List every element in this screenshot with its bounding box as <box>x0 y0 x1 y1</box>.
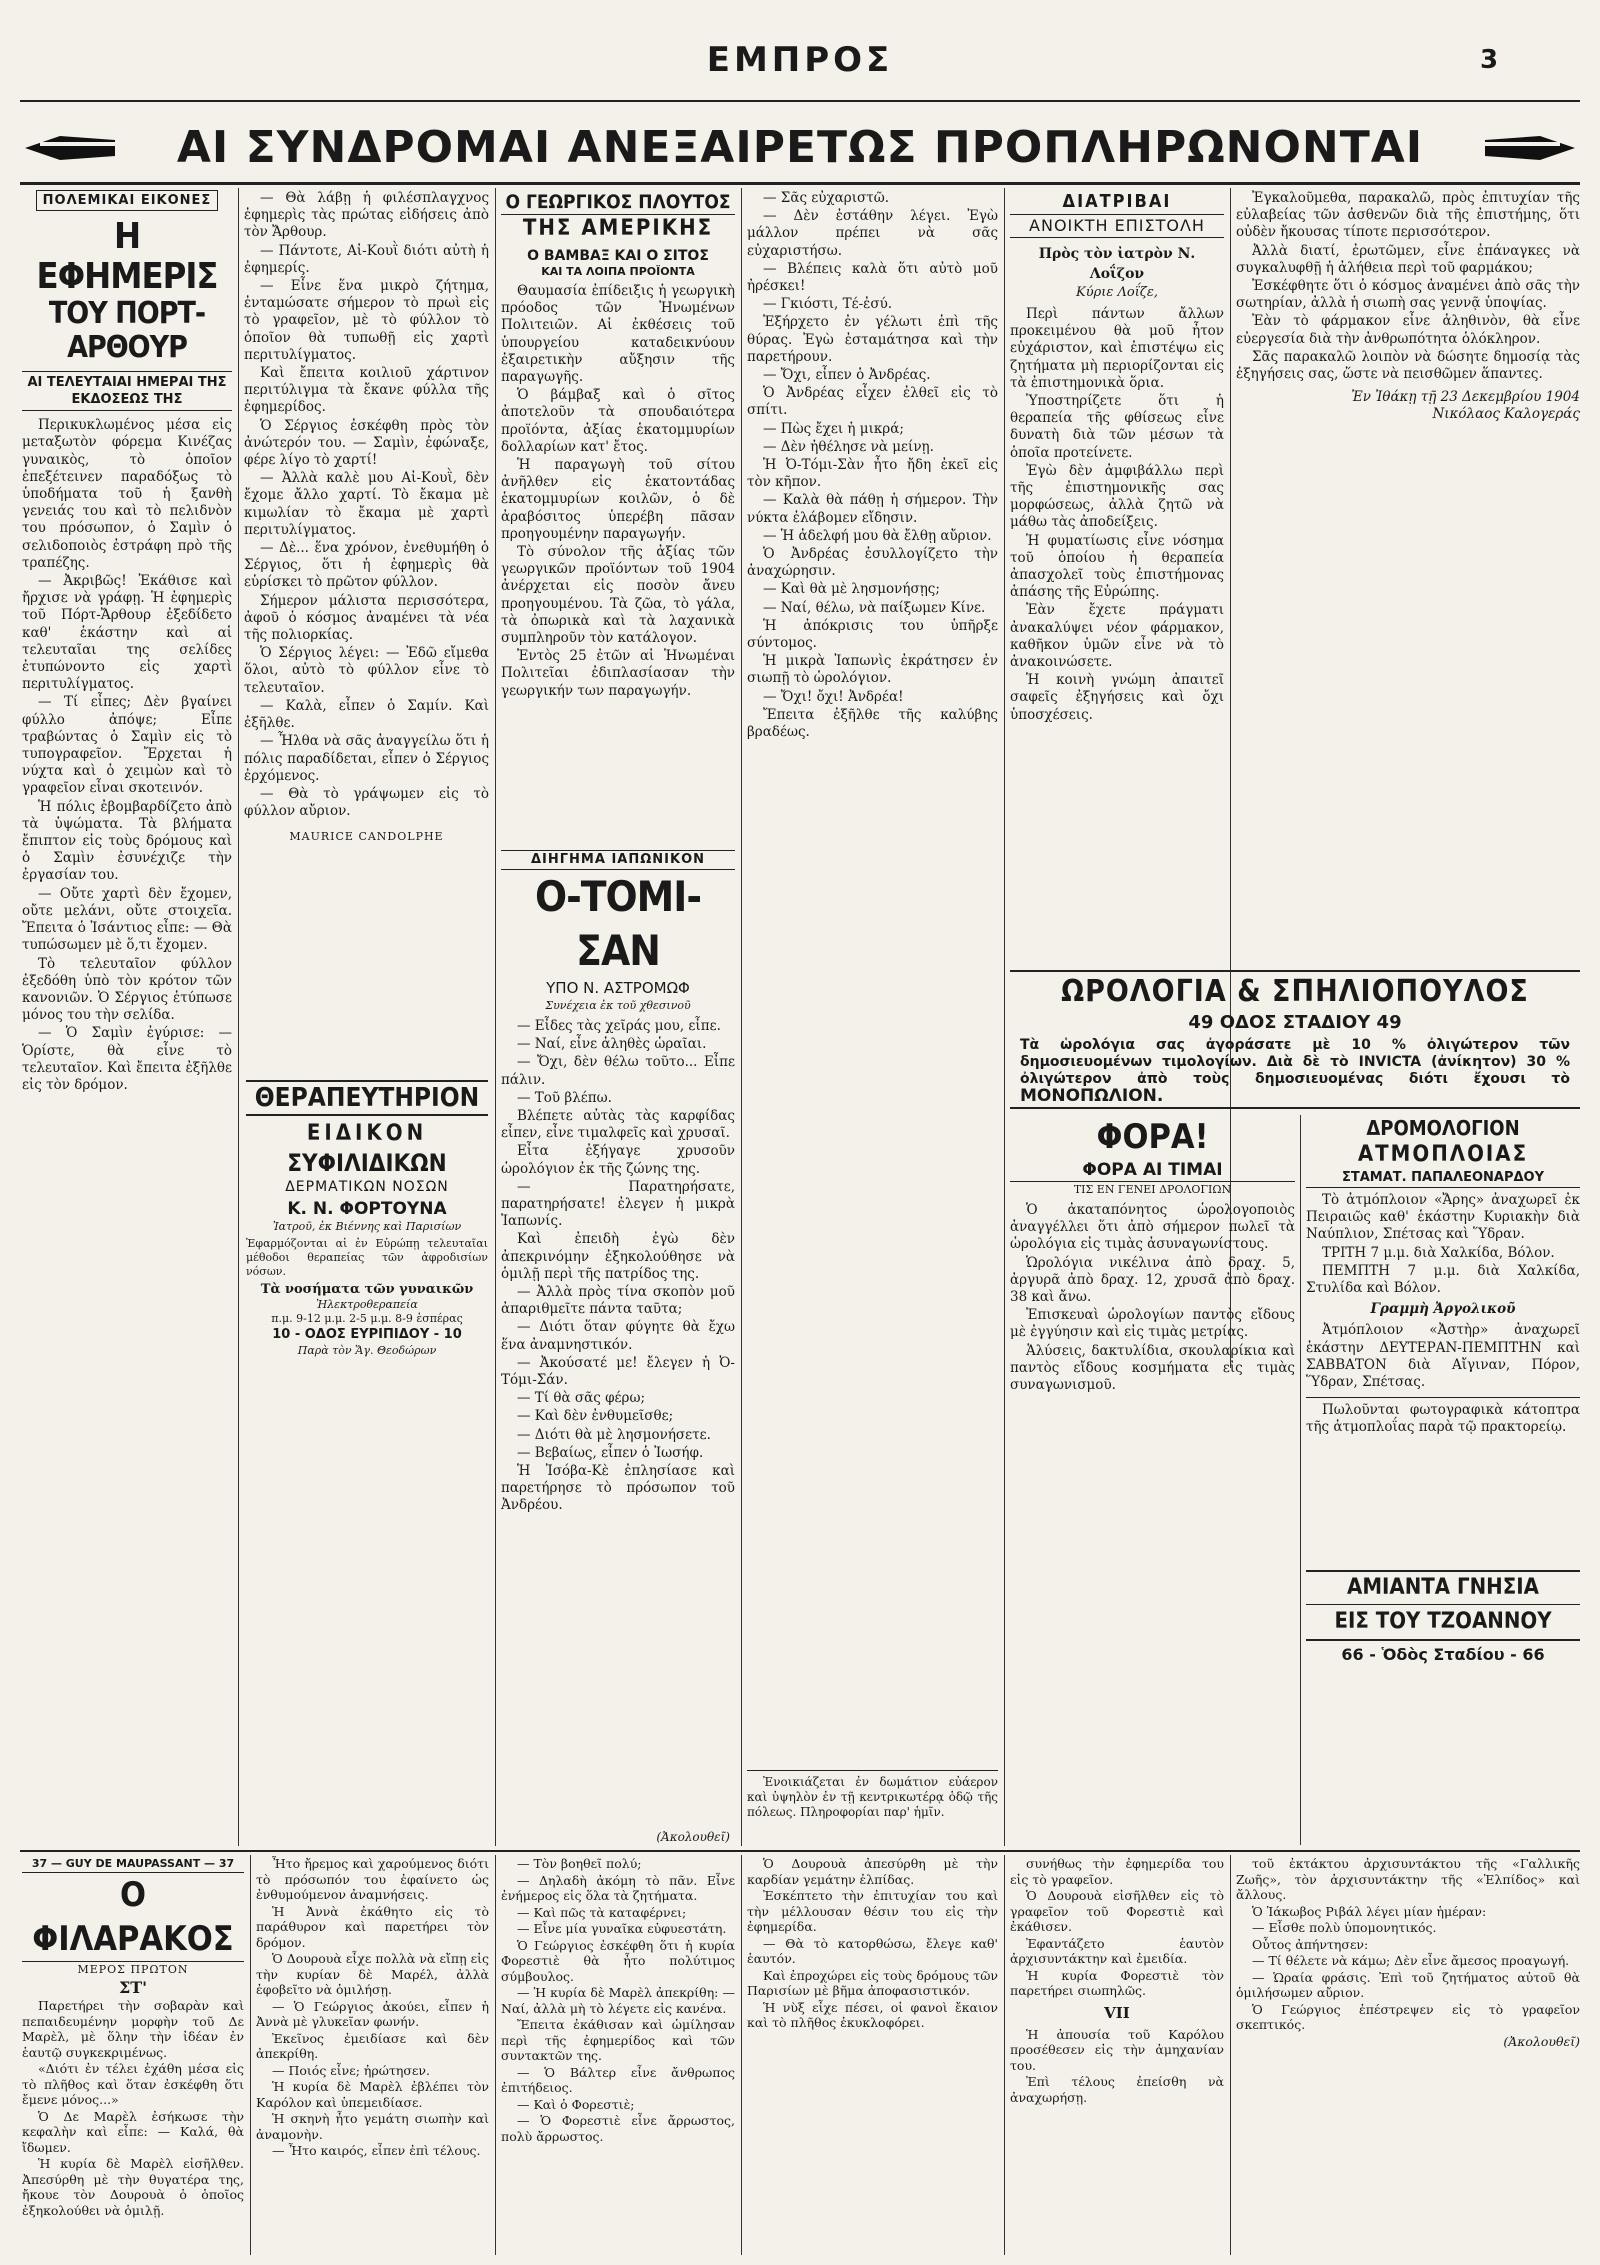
paragraph: Περὶ πάντων ἄλλων προκειμένου θὰ μοῦ ἦτον εὐχάριστον, καὶ ἐπιστέψω εἰς ζητήματα μὴ περιορίζονται εἰς τὰ ἐπιστημονικὰ ὅρια. <box>1010 306 1224 391</box>
ad-address: 49 ΟΔΟΣ ΣΤΑΔΙΟΥ 49 <box>1188 1012 1402 1033</box>
paragraph: Ἡ κυρία Φορεστιὲ τὸν παρετήρει σιωπηλῶς. <box>1010 1967 1224 1998</box>
paragraph: — Σᾶς εὐχαριστῶ. <box>763 190 890 206</box>
column-5 <box>747 190 998 1720</box>
section-label: ΔΙΑΤΡΙΒΑΙ <box>1062 191 1172 212</box>
paragraph: Ἡ σκηνὴ ἦτο γεμάτη σιωπὴν καὶ ἀναμονὴν. <box>256 2111 489 2142</box>
paragraph: Καὶ ἐπειδὴ ἐγὼ δὲν ἀπεκρινόμην ἐξηκολούθησε νὰ ὁμιλῇ περὶ τῆς πατρίδος της. <box>501 1231 735 1282</box>
column-divider <box>250 1855 251 2255</box>
watch-shop-advertisement <box>1010 970 1580 1109</box>
ad-hours: π.μ. 9-12 μ.μ. 2-5 μ.μ. 8-9 ἑσπέρας <box>271 1312 463 1325</box>
feuilleton-column-1 <box>22 1856 244 2256</box>
paragraph: Ἐσκέπτετο τὴν ἐπιτυχίαν του καὶ τὴν μέλλουσαν θέσιν του εἰς τὴν ἐφημερίδα. <box>747 1888 998 1934</box>
paragraph: Ἐὰν τὸ φάρμακον εἶνε ἀληθινὸν, θὰ εἶνε εὐεργεσία διὰ τὴν ἀνθρωπότητα ὁλόκληρον. <box>1236 313 1580 347</box>
paragraph: — Τί θέλετε νὰ κάμω; Δὲν εἶνε ἄμεσος προαγωγή. <box>1252 1953 1570 1968</box>
paragraph: — Τί εἶπες; Δὲν βγαίνει φύλλο ἀπόψε; Εἶπε τραβώντας ὁ Σαμὶν εἰς τὸ τυπογραφεῖον. Ἔρχεται ἡ νύχτα καὶ ὁ χειμὼν καὶ τὸ γραφεῖον εἶναι σκοτεινόν. <box>22 694 232 797</box>
paragraph: — Ὄχι, εἶπεν ὁ Ἀνδρέας. <box>763 367 931 384</box>
paragraph: Ἡ πόλις ἐβομβαρδίζετο ἀπὸ τὰ ὑψώματα. Τὰ βλήματα ἔπιπτον εἰς τοὺς δρόμους καὶ ὁ Σαμὶν ἐσυνέχιζε τὴν ἐργασίαν του. <box>22 798 232 884</box>
article-title: ΑΝΟΙΚΤΗ ΕΠΙΣΤΟΛΗ <box>1010 214 1224 238</box>
paragraph: Ὑποστηρίζετε ὅτι ἡ θεραπεία τῆς φθίσεως εἶνε δυνατὴ διὰ τῶν μέσων τὰ ὁποῖα προτείνετε. <box>1010 393 1224 461</box>
paragraph: — Καλὰ, εἶπεν ὁ Σαμίν. Καὶ ἐξῆλθε. <box>244 697 489 732</box>
paragraph: — Ἀλλὰ καλὲ μου Αἰ-Κουῒ, δὲν ἔχομε ἄλλο χαρτί. Τὸ ἔκαμα μὲ κιμωλίαν τὸ ἔκαμα μὲ χαρτὶ περιτυλίγματος. <box>244 470 489 538</box>
column-7 <box>1236 190 1580 960</box>
paragraph: Ἡ Ὀ-Τόμι-Σὰν ἦτο ἤδη ἐκεῖ εἰς τὸν κῆπον. <box>747 457 998 491</box>
story-title: Ο-ΤΟΜΙ-ΣΑΝ <box>534 872 702 975</box>
ad-title-2: ΑΤΜΟΠΛΟΙΑΣ <box>1357 1142 1529 1167</box>
paragraph: Ὁ Δε Μαρὲλ ἐσήκωσε τὴν κεφαλὴν καὶ εἶπε: — Καλά, θὰ ἴδωμεν. <box>22 2108 244 2155</box>
paragraph: Ἡ ἀπουσία τοῦ Καρόλου προσέθεσεν εἰς τὴν ἀμηχανίαν του. <box>1010 2026 1224 2073</box>
paragraph: Ἐγκαλοῦμεθα, παρακαλῶ, πρὸς ἐπιτυχίαν τῆς εὐλαβείας τῶν ἀσθενῶν διὰ τῆς ἐπιστήμης, ὅτι οὐδὲν ἤκουσας τίποτε περισσότερον. <box>1236 190 1580 241</box>
feuilleton-column-5 <box>1010 1856 1224 2256</box>
paragraph: — Ὁ Φορεστιὲ εἶνε ἄρρωστος, πολὺ ἄρρωστος. <box>501 2113 735 2144</box>
clock-shop-advertisement <box>1010 1115 1295 1840</box>
column-divider <box>1300 1115 1301 1845</box>
ad-subtitle: ΦΟΡΑ ΑΙ ΤΙΜΑΙ <box>1010 1159 1295 1182</box>
paragraph: — Οὔτε χαρτὶ δὲν ἔχομεν, οὔτε μελάνι, οὔτε στοιχεῖα. Ἔπειτα ὁ Ἰσάντιος εἶπε: — Θὰ τυπώσωμεν μὲ ὅ,τι ἔχομεν. <box>22 885 232 954</box>
column-2 <box>244 190 489 1070</box>
paragraph: — Παρατηρήσατε, παρατηρήσατε! ἐλεγεν ἡ μικρὰ Ἰαπωνίς. <box>501 1178 735 1230</box>
column-divider <box>741 188 742 1846</box>
article-subtitle: ΑΙ ΤΕΛΕΥΤΑΙΑΙ ΗΜΕΡΑΙ ΤΗΣ ΕΚΔΟΣΕΩΣ ΤΗΣ <box>22 371 232 411</box>
paragraph: — Ὄχι! ὄχι! Ἀνδρέα! <box>763 688 904 705</box>
article-subtitle-2: ΚΑΙ ΤΑ ΛΟΙΠΑ ΠΡΟΪΟΝΤΑ <box>541 265 695 278</box>
feuilleton-column-3 <box>501 1856 735 2256</box>
paragraph: — Ἡ ἀδελφή μου θὰ ἔλθῃ αὔριον. <box>763 527 992 544</box>
letter-recipient: Πρὸς τὸν ἰατρὸν Ν. Λοΐζον <box>1038 246 1196 282</box>
paragraph: — Θὰ λάβῃ ἡ φιλέσπλαγχνος ἐφημερὶς τὰς πρώτας εἰδήσεις ἀπὸ τὸν Ἄρθουρ. <box>244 190 489 241</box>
section-label: ΠΟΛΕΜΙΚΑΙ ΕΙΚΟΝΕΣ <box>36 190 219 211</box>
paragraph: Ἀτμόπλοιον «Ἀστὴρ» ἀναχωρεῖ ἑκάστην ΔΕΥΤΕΡΑΝ-ΠΕΜΠΤΗΝ καὶ ΣΑΒΒΑΤΟΝ διὰ Αἴγιναν, Πόρον, Ὕδραν, Σπέτσας. <box>1306 1322 1580 1391</box>
paragraph: — Διότι ὅταν φύγητε θὰ ἔχω ἕνα ἀναμνηστικόν. <box>501 1319 735 1353</box>
ad-hours-label: Ἠλεκτροθεραπεία <box>316 1298 418 1311</box>
section-label: ΔΙΗΓΗΜΑ ΙΑΠΩΝΙΚΟΝ <box>501 850 735 870</box>
paragraph: — Δὲ... ἕνα χρόνον, ἐνεθυμήθη ὁ Σέργιος, ὅτι ἡ ἐφημερὶς θὰ εὑρίσκει τὸ πρῶτον φύλλον. <box>244 540 489 591</box>
paragraph: Ὁ Ἀνδρέας ἐσυλλογίζετο τὴν ἀναχώρησιν. <box>747 546 998 580</box>
letter-salutation: Κύριε Λοΐζε, <box>1076 285 1158 300</box>
paragraph: — Βεβαίως, εἶπεν ὁ Ἰωσήφ. <box>517 1444 704 1461</box>
paragraph: Θαυμασία ἐπίδειξις ἡ γεωργικὴ πρόοδος τῶν Ἡνωμένων Πολιτειῶν. Αἱ ἐκθέσεις τοῦ ὑπουργείου καταδεικνύουν ἐξαιρετικὴν αὔξησιν τῆς παραγωγῆς. <box>501 283 735 386</box>
paragraph: Ὁ Δουρουὰ ἀπεσύρθη μὲ τὴν καρδίαν γεμάτην ἐλπίδας. <box>747 1856 998 1887</box>
paragraph: — Καὶ ὁ Φορεστιὲ; <box>517 2096 635 2112</box>
pointing-hand-left-icon <box>20 128 120 168</box>
author-signature: MAURICE CANDOLPHE <box>289 830 444 844</box>
paragraph: — Εἶσθε πολὺ ὑπομονητικός. <box>1252 1920 1437 1935</box>
column-divider <box>238 188 239 1846</box>
clinic-advertisement <box>246 1080 488 1357</box>
paragraph: Ὁ Δουρουὰ εἶχε πολλὰ νὰ εἴπῃ εἰς τὴν κυρίαν δὲ Μαρέλ, ἀλλὰ ἐφοβεῖτο νὰ ὁμιλήσῃ. <box>256 1951 489 1997</box>
article-subtitle: Ο ΒΑΜΒΑΞ ΚΑΙ Ο ΣΙΤΟΣ <box>527 248 709 264</box>
paragraph: — Τί θὰ σᾶς φέρω; <box>517 1390 646 1407</box>
letter-dateline: Ἐν Ἰθάκῃ τῇ 23 Δεκεμβρίου 1904 <box>1351 389 1580 406</box>
paragraph: Ὁ Σέργιος λέγει: — Ἐδῶ εἴμεθα ὅλοι, αὐτὸ τὸ φύλλον εἶνε τὸ τελευταῖον. <box>244 645 489 696</box>
ad-address: 10 - ΟΔΟΣ ΕΥΡΙΠΙΔΟΥ - 10 <box>272 1327 462 1342</box>
feuilleton-title: Ο ΦΙΛΑΡΑΚΟΣ <box>22 1872 244 1962</box>
ad-text: Τὰ ὡρολόγια σας ἀγοράσατε μὲ 10 % ὀλιγώτερον τῶν δημοσιευομένων τιμολογίων. Διὰ δὲ τὸ INVICTA (ἀνίκητον) 30 % ὀλιγώτερον ἀπὸ τοὺς δημοσιευομένας διότι ἔχουσι τὸ <box>1020 1037 1570 1087</box>
paragraph: Ὁ Ἰάκωβος Ριβάλ λέγει μίαν ἡμέραν: <box>1252 1903 1487 1919</box>
shipping-schedule-advertisement <box>1306 1115 1580 1560</box>
ad-line: ΣΥΦΙΛΙΔΙΚΩΝ <box>287 1149 447 1177</box>
paragraph: Καὶ ἐπροχώρει εἰς τοὺς δρόμους τῶν Παρισίων μὲ βῆμα ἀποφασιστικόν. <box>747 1967 998 1998</box>
rent-notice <box>747 1770 998 1835</box>
article-title-2: ΤΟΥ ΠΟΡΤ-ΑΡΘΟΥΡ <box>48 296 206 366</box>
paragraph: Ἁλύσεις, δακτυλίδια, σκουλαρίκια καὶ παντὸς εἴδους κοσμήματα εἰς τιμὰς συναγωνισμοῦ. <box>1010 1342 1295 1394</box>
paragraph: — Ναί, θέλω, νὰ παίξωμεν Κίνε. <box>763 599 986 616</box>
paragraph: Ἐὰν ἔχετε πράγματι ἀνακαλύψει νέον φάρμακον, καθῆκον ὑμῶν εἶνε νὰ τὸ ἀνακοινώσετε. <box>1010 602 1224 671</box>
paragraph: Ἡ νὺξ εἶχε πέσει, οἱ φανοὶ ἔκαιον καὶ τὸ πλῆθος ἐκυκλοφόρει. <box>747 1999 998 2030</box>
ad-subtitle: ΕΙΣ ΤΟΥ ΤΖΟΑΝΝΟΥ <box>1306 1605 1580 1641</box>
ad-title: ΑΜΙΑΝΤΑ ΓΝΗΣΙΑ <box>1306 1570 1580 1605</box>
paragraph: — Εἶδες τὰς χεῖράς μου, εἶπε. <box>517 1018 721 1034</box>
ad-women: Τὰ νοσήματα τῶν γυναικῶν <box>260 1282 474 1297</box>
paragraph: Ἐπισκευαὶ ὡρολογίων παντὸς εἴδους μὲ ἐγγύησιν καὶ εἰς τιμὰς μετρίας. <box>1010 1307 1295 1341</box>
column-1 <box>22 190 232 1840</box>
paragraph: Ἐπὶ τέλους ἐπείσθη νὰ ἀναχωρήσῃ. <box>1010 2074 1224 2105</box>
paragraph: Ὁ Δουρουὰ εἰσῆλθεν εἰς τὸ γραφεῖον τοῦ Φορεστιὲ καὶ ἐκάθισεν. <box>1010 1888 1224 1934</box>
story-article <box>501 850 735 1840</box>
ad-line: ΕΙΔΙΚΟΝ <box>306 1121 428 1146</box>
ad-doctor-name: Κ. Ν. ΦΟΡΤΟΥΝΑ <box>287 1199 447 1219</box>
paragraph: — Πάντοτε, Αἰ-Κουῒ διότι αὐτὴ ἡ ἐφημερίς. <box>244 242 489 276</box>
paragraph: Ἡ Ἰσόβα-Κὲ ἐπλησίασε καὶ παρετήρησε τὸ πρόσωπον τοῦ Ἀνδρέου. <box>501 1463 735 1514</box>
paragraph: — Ὁ Σαμὶν ἐγύρισε: — Ὁρίστε, θὰ εἶνε τὸ τελευταῖον. Καὶ ἔπειτα ἐξῆλθε εἰς τὸν δρόμον. <box>22 1025 232 1093</box>
continued-note: (Ἀκολουθεῖ) <box>1503 2033 1580 2049</box>
paragraph: Ἐγὼ δὲν ἀμφιβάλλω περὶ τῆς ἐπιστημονικῆς σας μορφώσεως, ἀλλὰ ζητῶ νὰ μάθω τὰς ἀποδείξεις. <box>1010 462 1224 531</box>
paragraph: Ἡ κοινὴ γνώμη ἀπαιτεῖ σαφεῖς ἐξηγήσεις καὶ ὄχι ὑποσχέσεις. <box>1010 672 1224 723</box>
paragraph: «Διότι ἐν τέλει ἐχάθη μέσα εἰς τὸ πλῆθος καὶ ὅταν ἐσκέφθη ὅτι ἔμενε μόνος...» <box>22 2061 244 2107</box>
paragraph: — Εἶνε ἕνα μικρὸ ζήτημα, ἐνταμώσατε σήμερον τὸ πρωὶ εἰς τὸ γραφεῖον, μὲ τὸ φύλλον τὸ ὁποῖον θὰ τυπωθῇ εἰς χαρτὶ περιτυλίγματος. <box>244 278 489 363</box>
ad-title: ΩΡΟΛΟΓΙΑ & ΣΠΗΛΙΟΠΟΥΛΟΣ <box>1061 974 1529 1009</box>
paragraph: Καὶ ἔπειτα κοιλιοῦ χάρτινον περιτύλιγμα τὰ ἔκανε φύλλα τῆς ἐφημερίδος. <box>244 365 489 416</box>
paragraph: Οὗτος ἀπήντησεν: <box>1252 1936 1369 1952</box>
paragraph: Ἦτο ἤρεμος καὶ χαρούμενος διότι τὸ πρόσωπόν του ἐφαίνετο ὡς ἐνθυμούμενον ἀναμνήσεις. <box>256 1856 489 1902</box>
paragraph: Ἡ ἀπόκρισις του ὑπῆρξε σύντομος. <box>747 617 998 652</box>
story-continued-note: (Ἀκολουθεῖ) <box>656 1830 730 1844</box>
paragraph: τοῦ ἐκτάκτου ἀρχισυντάκτου τῆς «Γαλλικῆς Ζωῆς», τὸν ἀρχισυντάκτην τῆς «Ἐλπίδος» καὶ ἄλλους. <box>1236 1856 1580 1902</box>
paragraph: — Δὲν ἐστάθην λέγει. Ἐγὼ μάλλον πρέπει νὰ σᾶς εὐχαριστήσω. <box>747 208 998 259</box>
ad-owner: ΣΤΑΜΑΤ. ΠΑΠΑΛΕΟΝΑΡΔΟΥ <box>1306 1169 1580 1188</box>
paragraph: Ἔπειτα ἐξῆλθε τῆς καλύβης βραδέως. <box>747 706 998 741</box>
page-number: 3 <box>1480 45 1499 75</box>
feuilleton-column-2 <box>256 1856 489 2256</box>
paragraph: Ὁ Ἀνδρέας εἶχεν ἐλθεῖ εἰς τὸ σπίτι. <box>747 385 998 419</box>
paragraph: — Τοῦ βλέπω. <box>517 1089 612 1106</box>
paragraph: Ἐσκέφθητε ὅτι ὁ κόσμος ἀναμένει ἀπὸ σᾶς τὴν σωτηρίαν, ἀλλὰ ἡ σιωπὴ σας γεννᾷ ὑποψίας. <box>1236 278 1580 312</box>
ad-line: ΔΕΡΜΑΤΙΚΩΝ ΝΟΣΩΝ <box>285 1179 449 1195</box>
banner-bottom-rule <box>20 182 1580 185</box>
ad-route-label: Γραμμὴ Ἀργολικοῦ <box>1370 1301 1516 1318</box>
feuilleton-header: 37 — GUY DE MAUPASSANT — 37 <box>31 1857 235 1870</box>
feuilleton-column-4 <box>747 1856 998 2256</box>
paragraph: — Βλέπεις καλὰ ὅτι αὐτὸ μοῦ ἠρέσκει! <box>747 260 998 295</box>
banner-text: ΑΙ ΣΥΝΔΡΟΜΑΙ ΑΝΕΞΑΙΡΕΤΩΣ ΠΡΟΠΛΗΡΩΝΟΝΤΑΙ <box>176 122 1424 173</box>
ad-doctor-sub: Ἰατροῦ, ἐκ Βιέννης καὶ Παρισίων <box>272 1220 462 1233</box>
paragraph: — Γκιόστι, Τέ-ἐσύ. <box>763 296 893 313</box>
paragraph: — Θὰ τὸ κατορθώσω, ἔλεγε καθ' ἑαυτόν. <box>747 1935 998 1966</box>
ad-title: ΦΟΡΑ! <box>1096 1117 1209 1157</box>
article-title: Η ΕΦΗΜΕΡΙΣ <box>36 216 218 298</box>
paragraph: — Εἶνε μία γυναῖκα εὐφυεστάτη. <box>517 1921 727 1936</box>
paragraph: Περικυκλωμένος μέσα εἰς μεταξωτὸν φόρεμα Κινέζας γυναικὸς, τὸ ὁποῖον ἐπεξέτεινεν παραδόξως τὸ ὑποδήματα τοῦ ἡ ξανθὴ γενειάς του καὶ τὸ πελιδνὸν του πρόσωπον, ὁ Σαμὶν ὁ σελιδοποιὸς ἐστράφη πρὸ τῆς τραπέζης. <box>22 417 232 571</box>
paragraph: — Διότι θὰ μὲ λησμονήσετε. <box>517 1426 711 1443</box>
paragraph: — Ὁ Γεώργιος ἀκούει, εἶπεν ἡ Ἀννὰ μὲ γλυκεῖαν φωνήν. <box>256 1998 489 2029</box>
paragraph: Ἡ Ἀννὰ ἐκάθητο εἰς τὸ παράθυρον καὶ παρετήρει τὸν δρόμον. <box>256 1903 489 1950</box>
paragraph: Ἐφαντάζετο ἑαυτὸν ἀρχισυντάκτην καὶ ἐμειδία. <box>1010 1935 1224 1966</box>
story-author: ΥΠΟ Ν. ΑΣΤΡΟΜΩΦ <box>546 979 690 997</box>
ad-address: 66 - Ὁδὸς Σταδίου - 66 <box>1341 1645 1545 1664</box>
paragraph: Ἡ κυρία δὲ Μαρὲλ εἰσῆλθεν. Ἀπεσύρθη μὲ τὴν θυγατέρα της, ἤκουε τὸν Δουρουὰ ὁ ὁποῖος ἐξηκολούθει νὰ ὁμιλῇ. <box>22 2156 244 2218</box>
paragraph: — Ὡραία φράσις. Ἐπὶ τοῦ ζητήματος αὐτοῦ θὰ ὁμιλήσωμεν αὔριον. <box>1236 1969 1580 2000</box>
paragraph: Ἐντὸς 25 ἐτῶν αἱ Ἡνωμέναι Πολιτεῖαι ἐδιπλασίασαν τὴν γεωργικήν των παραγωγήν. <box>501 648 735 699</box>
paragraph: ΠΕΜΠΤΗ 7 μ.μ. διὰ Χαλκίδα, Στυλίδα καὶ Βόλον. <box>1306 1262 1580 1297</box>
paragraph: — Ὁ Βάλτερ εἶνε ἄνθρωπος ἐπιτήδειος. <box>501 2064 735 2095</box>
ad-title: ΘΕΡΑΠΕΥΤΗΡΙΟΝ <box>246 1080 488 1116</box>
paragraph: — Ἀλλὰ πρὸς τίνα σκοπὸν μοῦ ἀπαριθμεῖτε πάντα ταῦτα; <box>501 1284 735 1318</box>
paragraph: Ὁ Γεώργιος ἐπέστρεψεν εἰς τὸ γραφεῖον σκεπτικός. <box>1236 2001 1580 2032</box>
paragraph: — Καλὰ θὰ πάθῃ ἡ σήμερον. Τὴν νύκτα ἐλάβομεν εἴδησιν. <box>747 492 998 526</box>
subscription-banner <box>20 118 1580 180</box>
paragraph: — Ἀκριβῶς! Ἐκάθισε καὶ ἤρχισε νὰ γράφῃ. Ἡ ἐφημερὶς τοῦ Πόρτ-Ἄρθουρ ἐξεδίδετο καθ' ἑκάστην καὶ αἱ τελευταῖαι της σελίδες ἐτυπώνοντο εἰς χαρτὶ περιτυλίγματος. <box>22 573 232 693</box>
paragraph: — Καὶ δὲν ἐνθυμεῖσθε; <box>517 1408 674 1425</box>
paragraph: συνήθως τὴν ἐφημερίδα του εἰς τὸ γραφεῖον. <box>1010 1856 1224 1887</box>
pointing-hand-right-icon <box>1480 128 1580 168</box>
paragraph: Ἐκεῖνος ἐμειδίασε καὶ δὲν ἀπεκρίθη. <box>256 2030 489 2061</box>
ad-body <box>1010 1034 1580 1106</box>
paragraph: — Ὄχι, δὲν θέλω τοῦτο... Εἶπε πάλιν. <box>501 1054 735 1088</box>
ad-title: ΔΡΟΜΟΛΟΓΙΟΝ <box>1366 1116 1520 1140</box>
amianta-advertisement <box>1306 1570 1580 1705</box>
paragraph: — Πὼς ἔχει ἡ μικρά; <box>763 420 904 437</box>
paragraph: Εἶτα ἐξήγαγε χρυσοῦν ὡρολόγιον ἐκ τῆς ζώνης της. <box>501 1143 735 1177</box>
paragraph: — Ναί, εἶνε ἀληθὲς ὡραῖαι. <box>517 1036 707 1053</box>
paragraph: Παρετήρει τὴν σοβαρὰν καὶ πεπαιδευμένην μορφὴν τοῦ Δε Μαρὲλ, μὲ ὅλην τὴν ἰδέαν ἐν ἑαυτῷ συγκεκριμένως. <box>22 1998 244 2060</box>
paragraph: — Ἦτο καιρός, εἶπεν ἐπὶ τέλους. <box>272 2143 481 2158</box>
article-title: Ο ΓΕΩΡΓΙΚΟΣ ΠΛΟΥΤΟΣ <box>501 190 735 215</box>
paragraph: Ἡ μικρὰ Ἰαπωνὶς ἐκράτησεν ἐν σιωπῇ τὸ ὡρολόγιον. <box>747 653 998 687</box>
notice-text: Ἐνοικιάζεται ἐν δωμάτιον εὐάερον καὶ ὑψηλὸν ἐν τῇ κεντρικωτέρᾳ ὁδῷ τῆς πόλεως. Πληροφορίαι παρ' ἡμῖν. <box>747 1775 998 1819</box>
column-divider <box>1230 1855 1231 2255</box>
feuilleton-chapter: ΣΤ' <box>118 1978 148 1997</box>
paragraph: — Ἀκούσατέ με! ἔλεγεν ἡ Ὀ-Τόμι-Σάν. <box>501 1354 735 1389</box>
column-divider <box>495 188 496 1846</box>
feuilleton-column-6 <box>1236 1856 1580 2256</box>
column-6 <box>1010 190 1224 960</box>
paragraph: Ἡ φυματίωσις εἶνε νόσημα τοῦ ὁποίου ἡ θεραπεία ἀπασχολεῖ τοὺς ἐπιστήμονας ἁπάσης τῆς Εὐρώπης. <box>1010 532 1224 601</box>
newspaper-masthead: ΕΜΠΡΟΣ <box>706 40 894 80</box>
paragraph: — Δηλαδὴ ἀκόμη τὸ πᾶν. Εἶνε ἐνήμερος εἰς ὅλα τὰ ζητήματα. <box>501 1872 735 1903</box>
ad-monopoly: ΜΟΝΟΠΩΛΙΟΝ. <box>1020 1086 1164 1106</box>
paragraph: — Δὲν ἠθέλησε νὰ μείνῃ. <box>763 438 934 455</box>
paragraph: — Ποιός εἶνε; ἠρώτησεν. <box>272 2062 430 2078</box>
letter-signature: Νικόλαος Καλογεράς <box>1432 406 1580 423</box>
column-divider <box>1004 1855 1005 2255</box>
ad-description: Ἐφαρμόζονται αἱ ἐν Εὐρώπῃ τελευταῖαι μέθοδοι θεραπείας τῶν ἀφροδισίων νόσων. <box>246 1237 488 1278</box>
paragraph: Ἡ κυρία δὲ Μαρὲλ ἐβλέπει τὸν Καρόλον καὶ ὑπεμειδίασε. <box>256 2079 489 2110</box>
feuilleton-rule <box>20 1850 1580 1852</box>
paragraph: Τὸ τελευταῖον φύλλον ἐξεδόθη ὑπὸ τὸν κρότον τῶν κανονιῶν. Ὁ Σέργιος ἐτύπωσε μόνος του τὴν σελίδα. <box>22 955 232 1024</box>
paragraph: Σήμερον μάλιστα περισσότερα, ἀφοῦ ὁ κόσμος ἀναμένει τὰ νέα τῆς πολιορκίας. <box>244 592 489 644</box>
paragraph: Τὸ ἀτμόπλοιον «Ἄρης» ἀναχωρεῖ ἐκ Πειραιῶς καθ' ἑκάστην Κυριακὴν διὰ Ναύπλιον, Σπέτσας καὶ Ὕδραν. <box>1306 1192 1580 1243</box>
paragraph: Πωλοῦνται φωτογραφικὰ κάτοπτρα τῆς ἀτμοπλοΐας παρὰ τῷ πρακτορείῳ. <box>1306 1397 1580 1436</box>
feuilleton-chapter: VII <box>1104 2003 1130 2022</box>
article-title-2: ΤΗΣ ΑΜΕΡΙΚΗΣ <box>522 216 714 241</box>
paragraph: Σᾶς παρακαλῶ λοιπὸν νὰ δώσητε δημοσίᾳ τὰς ἐξηγήσεις σας, ὥστε νὰ πεισθῶμεν ἅπαντες. <box>1236 348 1580 383</box>
paragraph: Ὁ Σέργιος ἐσκέφθη πρὸς τὸν ἀνώτερόν του. — Σαμὶν, ἐφώναξε, φέρε λίγο τὸ χαρτί! <box>244 417 489 469</box>
story-continued: Συνέχεια ἐκ τοῦ χθεσινοῦ <box>545 999 691 1012</box>
column-divider <box>495 1855 496 2255</box>
paragraph: Βλέπετε αὐτὰς τὰς καρφίδας εἶπεν, εἶνε τιμαλφεῖς καὶ χρυσαῖ. <box>501 1108 735 1142</box>
column-divider <box>741 1855 742 2255</box>
paragraph: ΤΡΙΤΗ 7 μ.μ. διὰ Χαλκίδα, Βόλον. <box>1322 1244 1555 1261</box>
paragraph: Ἡ παραγωγὴ τοῦ σίτου ἀνῆλθεν εἰς ἑκατοντάδας ἑκατομμυρίων κοιλῶν, ὁ δὲ ἀραβόσιτος ὑπερέβη πᾶσαν προηγουμένην παραγωγήν. <box>501 457 735 542</box>
ad-subtitle-2: ΤΙΣ ΕΝ ΓΕΝΕΙ ΔΡΟΛΟΓΙΩΝ <box>1073 1183 1232 1196</box>
feuilleton-part: ΜΕΡΟΣ ΠΡΩΤΟΝ <box>77 1963 189 1976</box>
paragraph: Ὡρολόγια νικέλινα ἀπὸ δραχ. 5, ἀργυρᾶ ἀπὸ δραχ. 12, χρυσᾶ ἀπὸ δραχ. 38 καὶ ἄνω. <box>1010 1254 1295 1306</box>
column-divider <box>1004 188 1005 1846</box>
paragraph: — Ἦλθα νὰ σᾶς ἀναγγείλω ὅτι ἡ πόλις παραδίδεται, εἶπεν ὁ Σέργιος ἐρχόμενος. <box>244 733 489 784</box>
paragraph: — Τὸν βοηθεῖ πολύ; <box>517 1856 642 1871</box>
top-rule <box>20 100 1580 102</box>
column-3 <box>501 190 735 845</box>
paragraph: — Θὰ τὸ γράψωμεν εἰς τὸ φύλλον αὔριον. <box>244 785 489 820</box>
paragraph: Ἀλλὰ διατί, ἐρωτῶμεν, εἶνε ἐπάναγκες νὰ συγκαλυφθῇ ἡ ἀλήθεια περὶ τοῦ φαρμάκου; <box>1236 242 1580 276</box>
ad-address-sub: Παρὰ τὸν Ἅγ. Θεοδώρων <box>297 1344 437 1357</box>
paragraph: Ἐξήρχετο ἐν γέλωτι ἐπὶ τῆς θύρας. Ἐγὼ ἐσταμάτησα καὶ τὴν παρετήρουν. <box>747 314 998 365</box>
paragraph: Ἔπειτα ἐκάθισαν καὶ ὡμίλησαν περὶ τῆς ἐφημερίδος καὶ τῶν συντακτῶν της. <box>501 2017 735 2063</box>
paragraph: — Ἡ κυρία δὲ Μαρὲλ ἀπεκρίθη: — Ναί, ἀλλὰ μὴ τὸ λέγετε εἰς κανένα. <box>501 1985 735 2016</box>
paragraph: Τὸ σύνολον τῆς ἀξίας τῶν γεωργικῶν προϊόντων τοῦ 1904 ἀνέρχεται εἰς ποσὸν ἄνευ προηγουμένου. Τὰ ζῶα, τὸ γάλα, τὰ ὀπωρικὰ καὶ τὰ λαχανικὰ συμπληροῦν τὸν κατάλογον. <box>501 544 735 647</box>
paragraph: Ὁ βάμβαξ καὶ ὁ σῖτος ἀποτελοῦν τὰ σπουδαιότερα προϊόντα, ἀξίας ἑκατομμυρίων δολλαρίων κατ' ἔτος. <box>501 387 735 455</box>
paragraph: — Καὶ πῶς τὰ καταφέρνει; <box>517 1904 687 1920</box>
paragraph: Ὁ Γεώργιος ἐσκέφθη ὅτι ἡ κυρία Φορεστιὲ θὰ ἦτο πολύτιμος σύμβουλος. <box>501 1937 735 1984</box>
paragraph: — Καὶ θὰ μὲ λησμονήσῃς; <box>763 581 940 598</box>
paragraph: Ὁ ἀκαταπόνητος ὡρολογοποιὸς ἀναγγέλλει ὅτι ἀπὸ σήμερον πωλεῖ τὰ ὡρολόγια εἰς τιμὰς ἀσυναγωνίστους. <box>1010 1202 1295 1253</box>
